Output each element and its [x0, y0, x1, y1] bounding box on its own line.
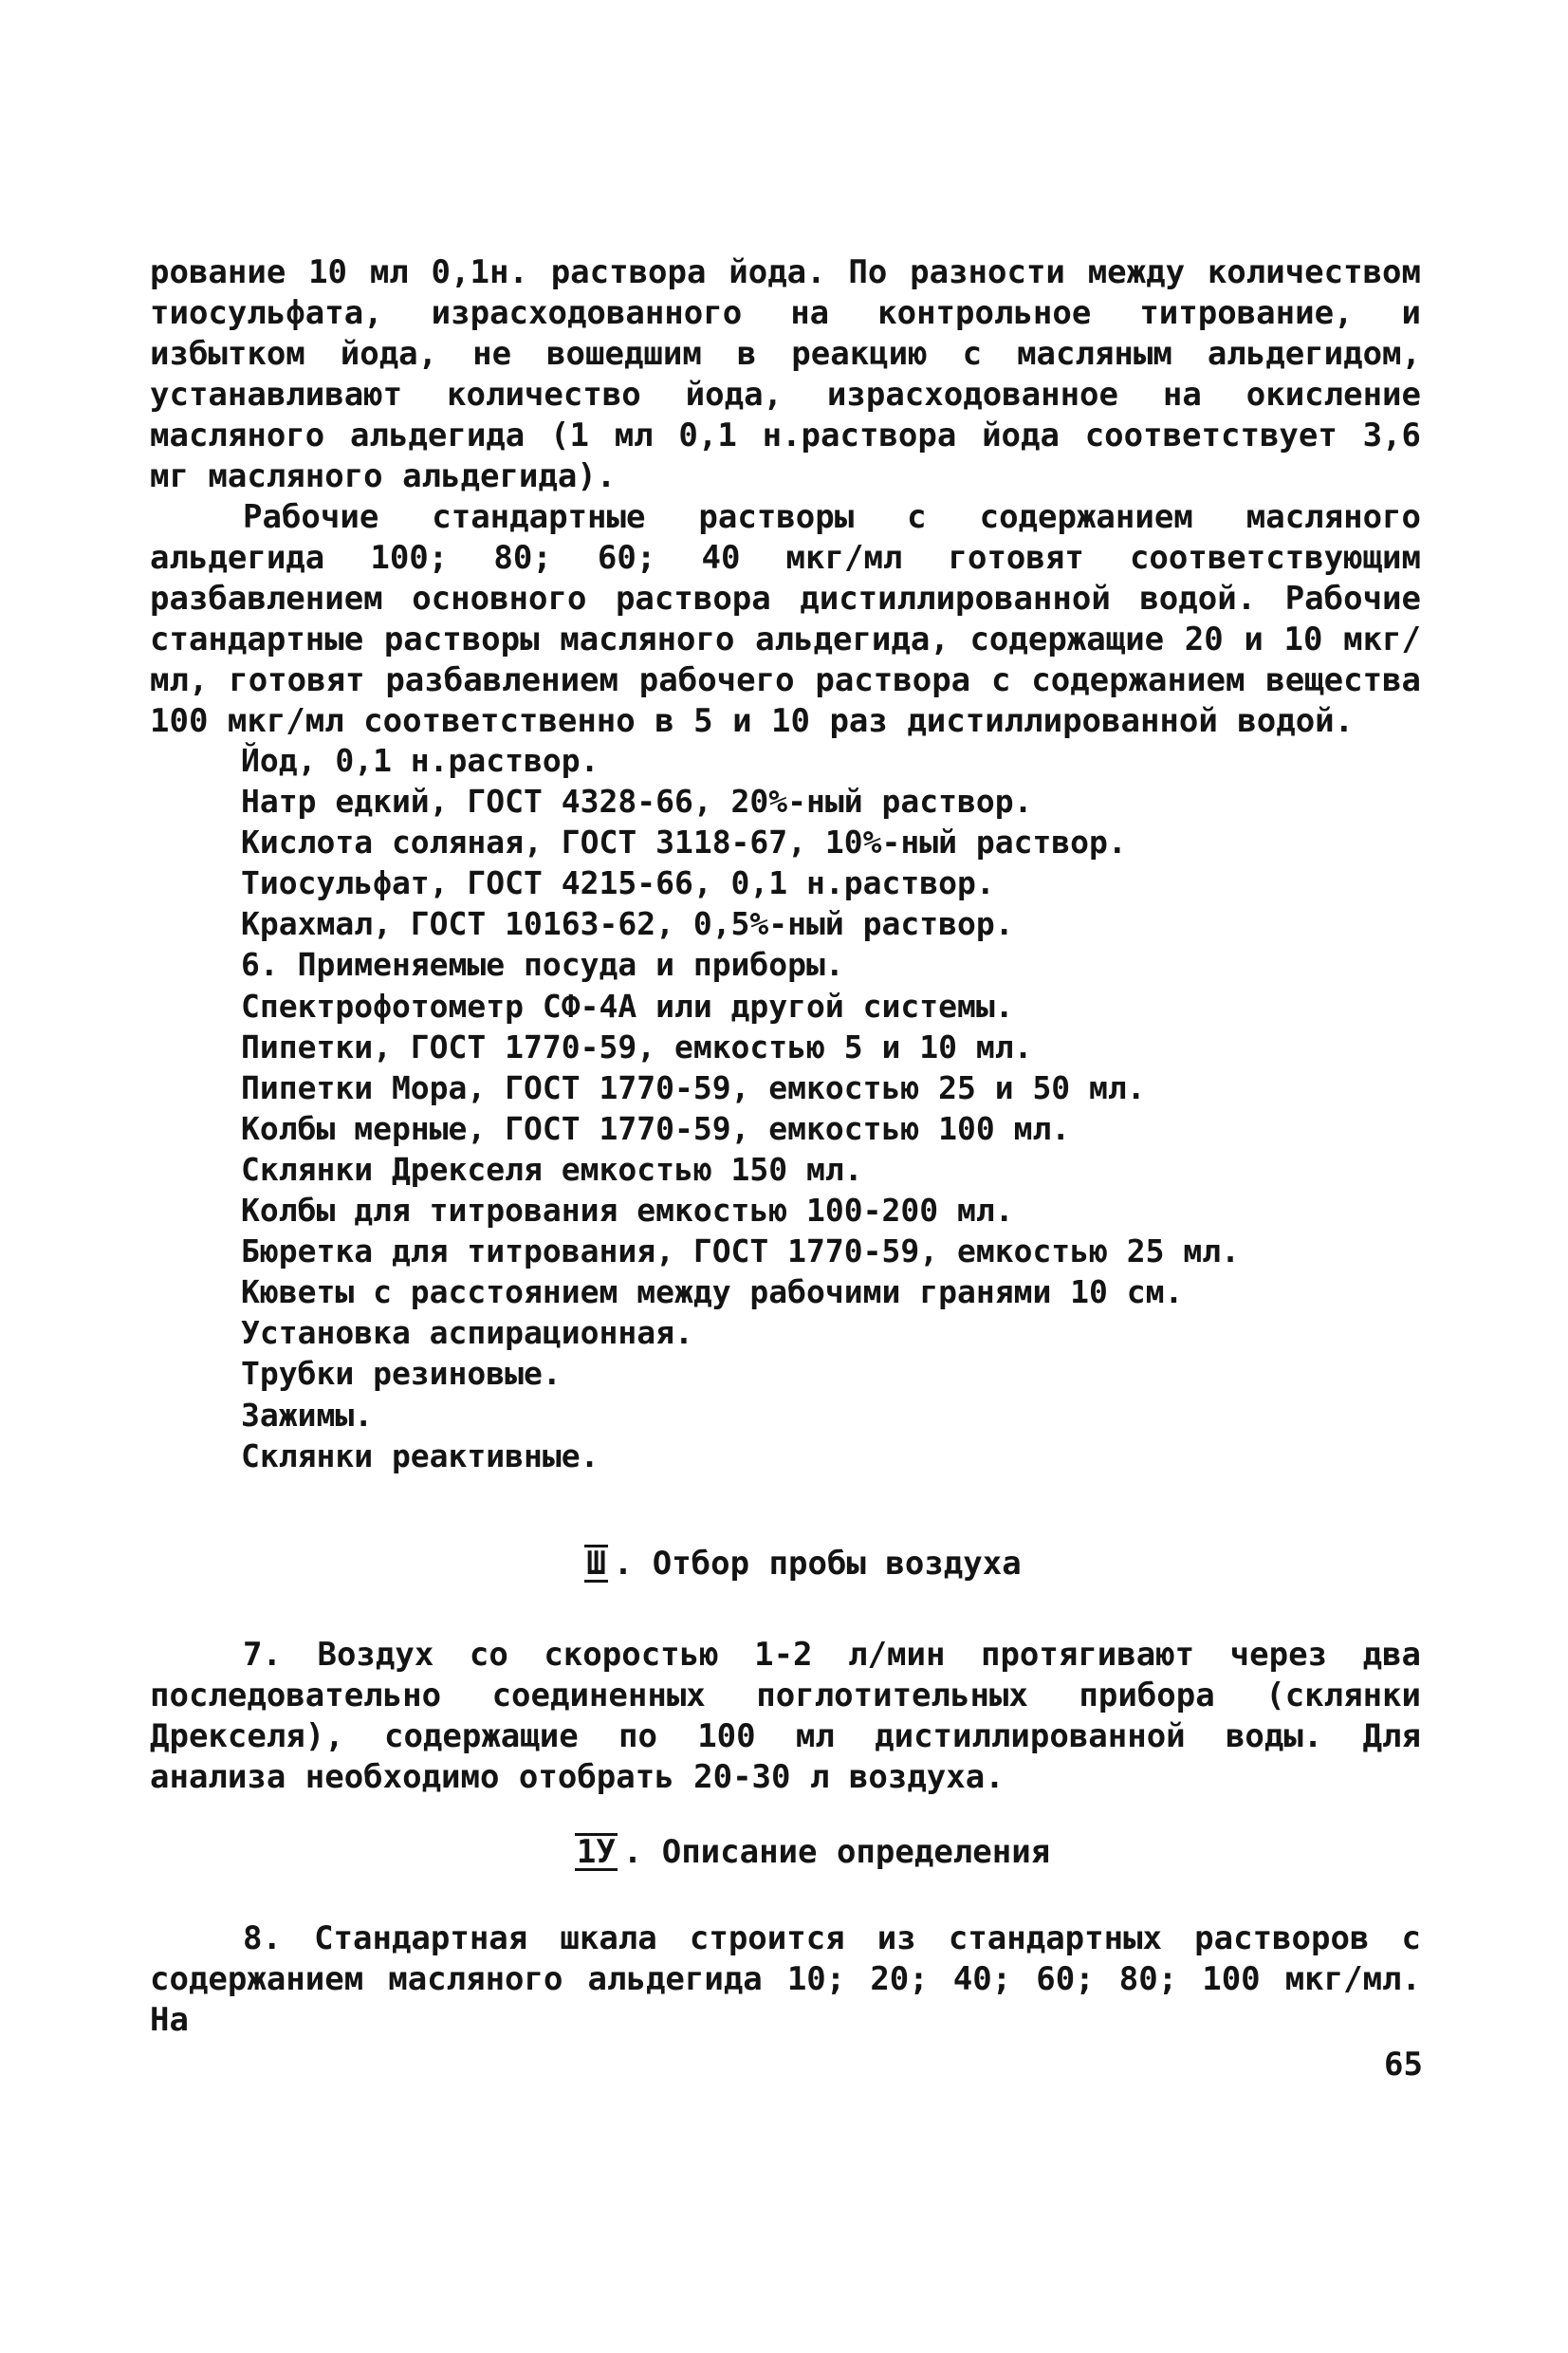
list-item: Кислота соляная, ГОСТ 3118-67, 10%-ный раствор. — [241, 824, 1127, 862]
list-item: Склянки реактивные. — [241, 1436, 600, 1474]
section-heading-air-sampling — [0, 1543, 1568, 1584]
list-item: Колбы мерные, ГОСТ 1770-59, емкостью 100 мл. — [241, 1109, 1071, 1147]
list-item: Пипетки Мора, ГОСТ 1770-59, емкостью 25 и 50 мл. — [241, 1068, 1146, 1106]
reagents-and-equipment-list — [241, 740, 1417, 1476]
list-item: 6. Применяемые посуда и приборы. — [241, 946, 844, 984]
list-item: Склянки Дрекселя емкостью 150 мл. — [241, 1150, 863, 1188]
page-number: 65 — [1384, 2046, 1423, 2084]
list-item: Пипетки, ГОСТ 1770-59, емкостью 5 и 10 мл. — [241, 1028, 1033, 1065]
list-item: Установка аспирационная. — [241, 1314, 693, 1352]
list-item: Крахмал, ГОСТ 10163-62, 0,5%-ный раствор. — [241, 905, 1014, 943]
list-item: Трубки резиновые. — [241, 1355, 562, 1393]
list-item: Йод, 0,1 н.раствор. — [241, 742, 600, 779]
section-heading-determination — [0, 1831, 1568, 1873]
list-item: Спектрофотометр СФ-4А или другой системы. — [241, 987, 1014, 1025]
paragraph-working-standards: Рабочие стандартные растворы с содержанием масляного альдегида 100; 80; 60; 40 мкг/мл готовят соответствующим разбавлением основного раствора дистиллированной водой. Рабочие стандартные растворы масляного альдегида, содержащие 20 и 10 мкг/мл, готовят разбавлением рабочего раствора с содержанием вещества 100 мкг/мл соответственно в 5 и 10 раз дистиллированной водой. — [150, 498, 1421, 740]
paragraph-air-sampling: 7. Воздух со скоростью 1-2 л/мин протягивают через два последовательно соединенных поглотительных прибора (склянки Дрекселя), содержащие по 100 мл дистиллированной воды. Для анализа необходимо отобрать 20-30 л воздуха. — [150, 1636, 1421, 1796]
section-title: . Описание определения — [622, 1833, 1051, 1871]
section-numeral: 1У — [576, 1833, 616, 1871]
list-item: Бюретка для титрования, ГОСТ 1770-59, емкостью 25 мл. — [241, 1232, 1240, 1270]
section-title: . Отбор пробы воздуха — [613, 1545, 1022, 1583]
list-item: Кюветы с расстоянием между рабочими гранями 10 см. — [241, 1273, 1184, 1311]
paragraph-titration-continuation: рование 10 мл 0,1н. раствора йода. По разности между количеством тиосульфата, израсходованного на контрольное титрование, и избытком йода, не вошедшим в реакцию с масляным альдегидом, устанавливают количество йода, израсходованное на окисление масляного альдегида (1 мл 0,1 н.раствора йода соответствует 3,6 мг масляного альдегида). — [150, 253, 1421, 495]
list-item: Колбы для титрования емкостью 100-200 мл. — [241, 1192, 1014, 1230]
section-numeral: Ш — [586, 1545, 606, 1583]
list-item: Зажимы. — [241, 1396, 374, 1434]
paragraph-standard-scale: 8. Стандартная шкала строится из стандартных растворов с содержанием масляного альдегида 10; 20; 40; 60; 80; 100 мкг/мл. На — [150, 1919, 1421, 2039]
list-item: Тиосульфат, ГОСТ 4215-66, 0,1 н.раствор. — [241, 864, 995, 902]
list-item: Натр едкий, ГОСТ 4328-66, 20%-ный раствор. — [241, 783, 1033, 821]
